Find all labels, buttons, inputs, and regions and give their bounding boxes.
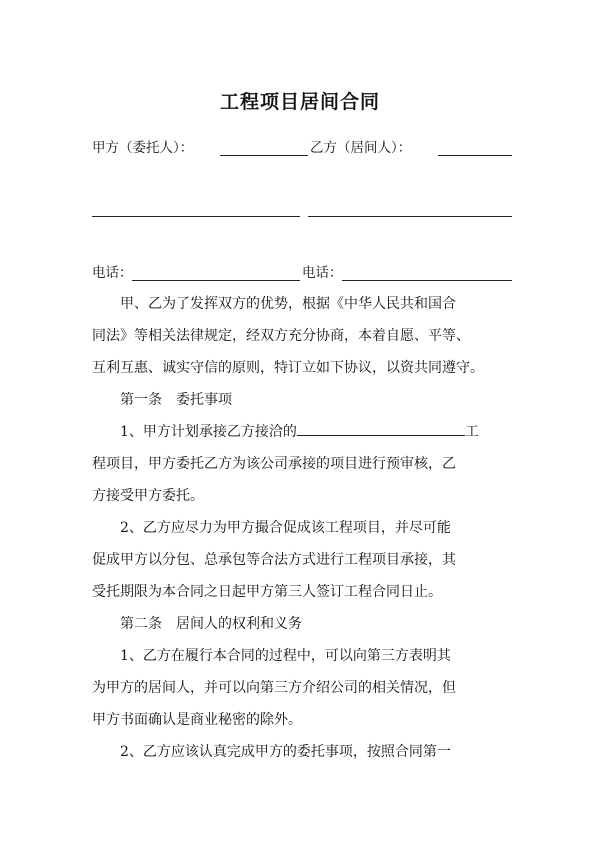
a2-p1-line-1: 1、乙方在履行本合同的过程中，可以向第三方表明其 xyxy=(120,648,451,664)
party-a-label: 甲方（委托人）： xyxy=(92,140,194,156)
a1-p2-line-1: 2、乙方应尽力为甲方撮合促成该工程项目，并尽可能 xyxy=(120,520,451,536)
a1-p1-line-1: 1、甲方计划承接乙方接洽的 工 xyxy=(92,420,512,444)
document-title: 工程项目居间合同 xyxy=(219,91,380,113)
party-b-label: 乙方（居间人）： xyxy=(310,140,412,156)
a1-p2-line-3: 受托期限为本合同之日起甲方第三人签订工程合同日止。 xyxy=(92,584,442,600)
article-1-heading: 第一条 委托事项 xyxy=(120,392,232,408)
phone-a-field[interactable] xyxy=(132,280,300,281)
intro-line-1: 甲、乙为了发挥双方的优势，根据《中华人民共和国合 xyxy=(120,296,456,312)
intro-line-3: 互利互惠、诚实守信的原则，特订立如下协议，以资共同遵守。 xyxy=(92,360,484,376)
article-2-heading: 第二条 居间人的权利和义务 xyxy=(120,616,302,632)
intro-line-2: 同法》等相关法律规定，经双方充分协商，本着自愿、平等、 xyxy=(92,328,470,344)
phone-a-label: 电话： xyxy=(92,265,133,281)
party-a-name-field[interactable] xyxy=(220,155,308,156)
a2-p2-line-1: 2、乙方应该认真完成甲方的委托事项，按照合同第一 xyxy=(120,744,451,760)
party-b-detail-field[interactable] xyxy=(308,216,512,217)
phone-b-label: 电话： xyxy=(302,265,343,281)
a2-p1-line-2: 为甲方的居间人，并可以向第三方介绍公司的相关情况，但 xyxy=(92,680,456,696)
phone-b-field[interactable] xyxy=(342,280,512,281)
a1-p1-line-2: 程项目，甲方委托乙方为该公司承接的项目进行预审核，乙 xyxy=(92,456,456,472)
phone-row xyxy=(92,261,512,285)
party-a-detail-field[interactable] xyxy=(92,216,300,217)
project-name-field[interactable] xyxy=(297,420,465,436)
party-detail-row xyxy=(92,197,512,221)
party-b-name-field[interactable] xyxy=(438,155,512,156)
a1-p2-line-2: 促成甲方以分包、总承包等合法方式进行工程项目承接，其 xyxy=(92,552,456,568)
party-row xyxy=(92,136,512,160)
a2-p1-line-3: 甲方书面确认是商业秘密的除外。 xyxy=(92,712,302,728)
a1-p1-line-3: 方接受甲方委托。 xyxy=(92,488,204,504)
